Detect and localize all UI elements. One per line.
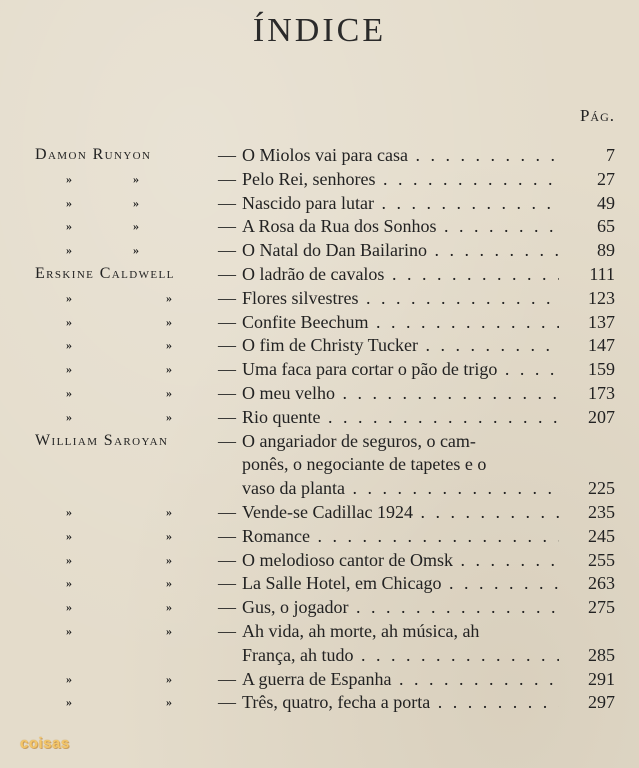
- dot-leader: [453, 550, 559, 570]
- page-column-label: Pág.: [579, 106, 615, 125]
- toc-row: [0, 690, 639, 714]
- dot-leader: [359, 288, 560, 308]
- page-number: 173: [588, 383, 615, 403]
- entry-dash: —: [218, 549, 236, 570]
- ditto-mark: »: [166, 362, 172, 377]
- entry-title-text: Flores silvestres: [242, 287, 359, 308]
- ditto-mark: »: [66, 290, 72, 305]
- entry-dash: —: [218, 406, 236, 427]
- entry-title-text: La Salle Hotel, em Chicago: [242, 573, 442, 594]
- ditto-mark: »: [166, 505, 172, 519]
- entry-title: [242, 667, 559, 691]
- ditto-mark: »: [166, 409, 172, 424]
- dot-leader: [427, 240, 559, 260]
- entry-title: [242, 476, 559, 500]
- page-number: 255: [588, 549, 615, 570]
- page-title: ÍNDICE: [252, 12, 387, 49]
- ditto-mark: »: [166, 528, 172, 543]
- toc-row: [0, 191, 639, 215]
- entry-title-text: O melodioso cantor de Omsk: [242, 549, 453, 570]
- dot-leader: [497, 359, 559, 379]
- entry-dash: —: [218, 264, 236, 284]
- toc-entry: [218, 381, 615, 405]
- toc-row: [0, 571, 639, 595]
- ditto-mark: »: [66, 671, 72, 686]
- entry-title: [242, 262, 559, 286]
- page-number: 89: [597, 240, 615, 261]
- toc-row: [0, 548, 639, 572]
- ditto-mark: »: [133, 171, 139, 186]
- toc-row: [0, 667, 639, 691]
- entry-dash: —: [218, 668, 236, 689]
- toc-entry: [218, 214, 615, 238]
- entry-title: [242, 381, 559, 405]
- author-name: Erskine Caldwell: [35, 265, 175, 282]
- toc-row: [0, 238, 639, 262]
- entry-dash: —: [218, 525, 236, 546]
- entry-title: [242, 571, 559, 595]
- ditto-mark: »: [66, 338, 72, 353]
- entry-dash: —: [218, 383, 236, 403]
- ditto-mark: »: [166, 386, 172, 400]
- entry-title-text: O ladrão de cavalos: [242, 264, 385, 284]
- author-name: Damon Runyon: [35, 146, 152, 163]
- ditto-mark: »: [166, 338, 172, 353]
- page-number: 207: [588, 406, 615, 427]
- entry-title: [242, 310, 559, 334]
- entry-title-text: Três, quatro, fecha a porta: [242, 692, 431, 713]
- toc-row: [0, 381, 639, 405]
- entry-title-text: Vende-se Cadillac 1924: [242, 502, 413, 522]
- dot-leader: [408, 145, 559, 165]
- toc-row: [0, 429, 639, 500]
- entry-title-text: França, ah tudo: [242, 644, 354, 665]
- entry-title: [242, 643, 559, 667]
- toc-row: [0, 595, 639, 619]
- entry-title: [242, 191, 559, 215]
- toc-entry: [218, 524, 615, 548]
- toc-row: [0, 500, 639, 524]
- ditto-mark: »: [166, 290, 172, 305]
- dot-leader: [368, 312, 559, 332]
- entry-dash: —: [218, 311, 236, 332]
- dot-leader: [349, 597, 560, 617]
- dot-leader: [430, 692, 559, 712]
- page-number: 225: [588, 478, 615, 499]
- toc-entry: [218, 357, 615, 381]
- toc-entry: [218, 286, 615, 310]
- entry-title-text: O meu velho: [242, 383, 335, 403]
- toc-entry: [218, 310, 615, 334]
- entry-title: [242, 405, 559, 429]
- toc-row: [0, 286, 639, 310]
- page-number: 7: [606, 145, 615, 165]
- dot-leader: [441, 573, 559, 593]
- page-number: 123: [588, 287, 615, 308]
- toc-row: [0, 619, 639, 667]
- watermark-stamp: coisas: [20, 735, 70, 752]
- page-number: 137: [588, 311, 615, 332]
- page-number: 111: [589, 264, 615, 284]
- ditto-mark: »: [66, 195, 72, 210]
- entry-dash: —: [218, 430, 236, 451]
- entry-title: [242, 500, 559, 524]
- entry-title: [242, 690, 559, 714]
- toc-row: [0, 405, 639, 429]
- author-name: William Saroyan: [35, 431, 169, 449]
- dot-leader: [418, 335, 559, 355]
- page-number: 65: [597, 216, 615, 237]
- dot-leader: [384, 264, 559, 284]
- entry-title-text: Uma faca para cortar o pão de trigo: [242, 359, 498, 380]
- ditto-mark: »: [66, 552, 72, 567]
- page-number: 297: [588, 692, 615, 713]
- entry-title-text: O Miolos vai para casa: [242, 145, 408, 165]
- dot-leader: [310, 526, 559, 546]
- entry-title-line: O angariador de seguros, o cam-: [242, 430, 476, 451]
- page-number: 275: [588, 597, 615, 618]
- entry-title: [242, 286, 559, 310]
- entry-title-text: Rio quente: [242, 406, 321, 427]
- entry-title-text: Nascido para lutar: [242, 192, 374, 213]
- ditto-mark: »: [133, 195, 139, 210]
- toc-entry: [218, 667, 615, 691]
- toc-entry: [218, 548, 615, 572]
- ditto-mark: »: [66, 409, 72, 424]
- entry-title-text: A Rosa da Rua dos Sonhos: [242, 216, 437, 237]
- entry-dash: —: [218, 573, 236, 594]
- ditto-mark: »: [166, 576, 172, 591]
- toc-row: [0, 524, 639, 548]
- toc-row: [0, 167, 639, 191]
- entry-dash: —: [218, 145, 236, 165]
- entry-title: [242, 595, 559, 619]
- entry-title-text: Pelo Rei, senhores: [242, 168, 376, 189]
- entry-dash: —: [218, 192, 236, 213]
- entry-title: [242, 143, 559, 167]
- ditto-mark: »: [66, 171, 72, 186]
- toc-entry: [218, 690, 615, 714]
- toc-entry: [218, 500, 615, 524]
- toc-entry: [218, 191, 615, 215]
- dot-leader: [375, 169, 559, 189]
- dot-leader: [437, 216, 559, 236]
- ditto-mark: »: [166, 671, 172, 686]
- entry-title: [242, 238, 559, 262]
- entry-title: [242, 214, 559, 238]
- toc-row: [0, 262, 639, 286]
- entry-dash: —: [218, 502, 236, 522]
- ditto-mark: »: [66, 695, 72, 710]
- toc-entry: [218, 262, 615, 286]
- ditto-mark: »: [166, 314, 172, 329]
- page-number: 291: [588, 668, 615, 689]
- ditto-mark: »: [66, 528, 72, 543]
- dot-leader: [391, 669, 559, 689]
- entry-title: [242, 333, 559, 357]
- toc-entry: [218, 405, 615, 429]
- toc-entry: [218, 595, 615, 619]
- ditto-mark: »: [66, 362, 72, 377]
- toc-entry: [218, 143, 615, 167]
- entry-title-text: vaso da planta: [242, 478, 345, 499]
- entry-dash: —: [218, 168, 236, 189]
- entry-title-text: Confite Beechum: [242, 311, 369, 332]
- ditto-mark: »: [66, 505, 72, 519]
- ditto-mark: »: [66, 624, 72, 638]
- entry-title-line: ponês, o negociante de tapetes e o: [242, 454, 487, 475]
- ditto-mark: »: [133, 219, 139, 234]
- dot-leader: [345, 478, 559, 498]
- toc-row: [0, 310, 639, 334]
- page-number: 263: [588, 573, 615, 594]
- ditto-mark: »: [66, 600, 72, 615]
- page-number: 245: [588, 525, 615, 546]
- dot-leader: [335, 383, 559, 403]
- toc-entry: [218, 238, 615, 262]
- entry-dash: —: [218, 335, 236, 356]
- entry-title-text: O fim de Christy Tucker: [242, 335, 419, 356]
- ditto-mark: »: [166, 552, 172, 567]
- dot-leader: [413, 502, 559, 522]
- toc-row: [0, 143, 639, 167]
- dot-leader: [321, 407, 560, 427]
- page-number: 49: [597, 192, 615, 213]
- page-number: 147: [588, 335, 615, 356]
- entry-title-text: Gus, o jogador: [242, 597, 349, 618]
- entry-title-text: O Natal do Dan Bailarino: [242, 240, 427, 261]
- entry-dash: —: [218, 597, 236, 618]
- toc-entry: [218, 167, 615, 191]
- toc-row: [0, 214, 639, 238]
- toc-row: [0, 357, 639, 381]
- ditto-mark: »: [166, 600, 172, 615]
- entry-title: [242, 548, 559, 572]
- entry-dash: —: [218, 287, 236, 308]
- toc-row: [0, 333, 639, 357]
- entry-dash: —: [218, 359, 236, 380]
- ditto-mark: »: [133, 243, 139, 258]
- ditto-mark: »: [66, 219, 72, 234]
- ditto-mark: »: [66, 314, 72, 329]
- entry-dash: —: [218, 621, 236, 641]
- entry-title: [242, 357, 559, 381]
- entry-dash: —: [218, 692, 236, 713]
- entry-dash: —: [218, 240, 236, 261]
- ditto-mark: »: [66, 576, 72, 591]
- ditto-mark: »: [66, 243, 72, 258]
- entry-dash: —: [218, 216, 236, 237]
- toc-entry: [218, 333, 615, 357]
- dot-leader: [374, 193, 559, 213]
- page-number: 285: [588, 644, 615, 665]
- ditto-mark: »: [66, 386, 72, 400]
- page-number: 159: [588, 359, 615, 380]
- page-number: 235: [588, 502, 615, 522]
- entry-title-text: A guerra de Espanha: [242, 668, 392, 689]
- ditto-mark: »: [166, 624, 172, 638]
- toc-entry: [218, 571, 615, 595]
- dot-leader: [353, 645, 559, 665]
- ditto-mark: »: [166, 695, 172, 710]
- entry-title: [242, 524, 559, 548]
- entry-title: [242, 167, 559, 191]
- toc-entry: [218, 619, 615, 667]
- toc-entry: [218, 429, 615, 500]
- entry-title-text: Romance: [242, 525, 310, 546]
- page-number: 27: [597, 168, 615, 189]
- entry-title-line: Ah vida, ah morte, ah música, ah: [242, 621, 480, 641]
